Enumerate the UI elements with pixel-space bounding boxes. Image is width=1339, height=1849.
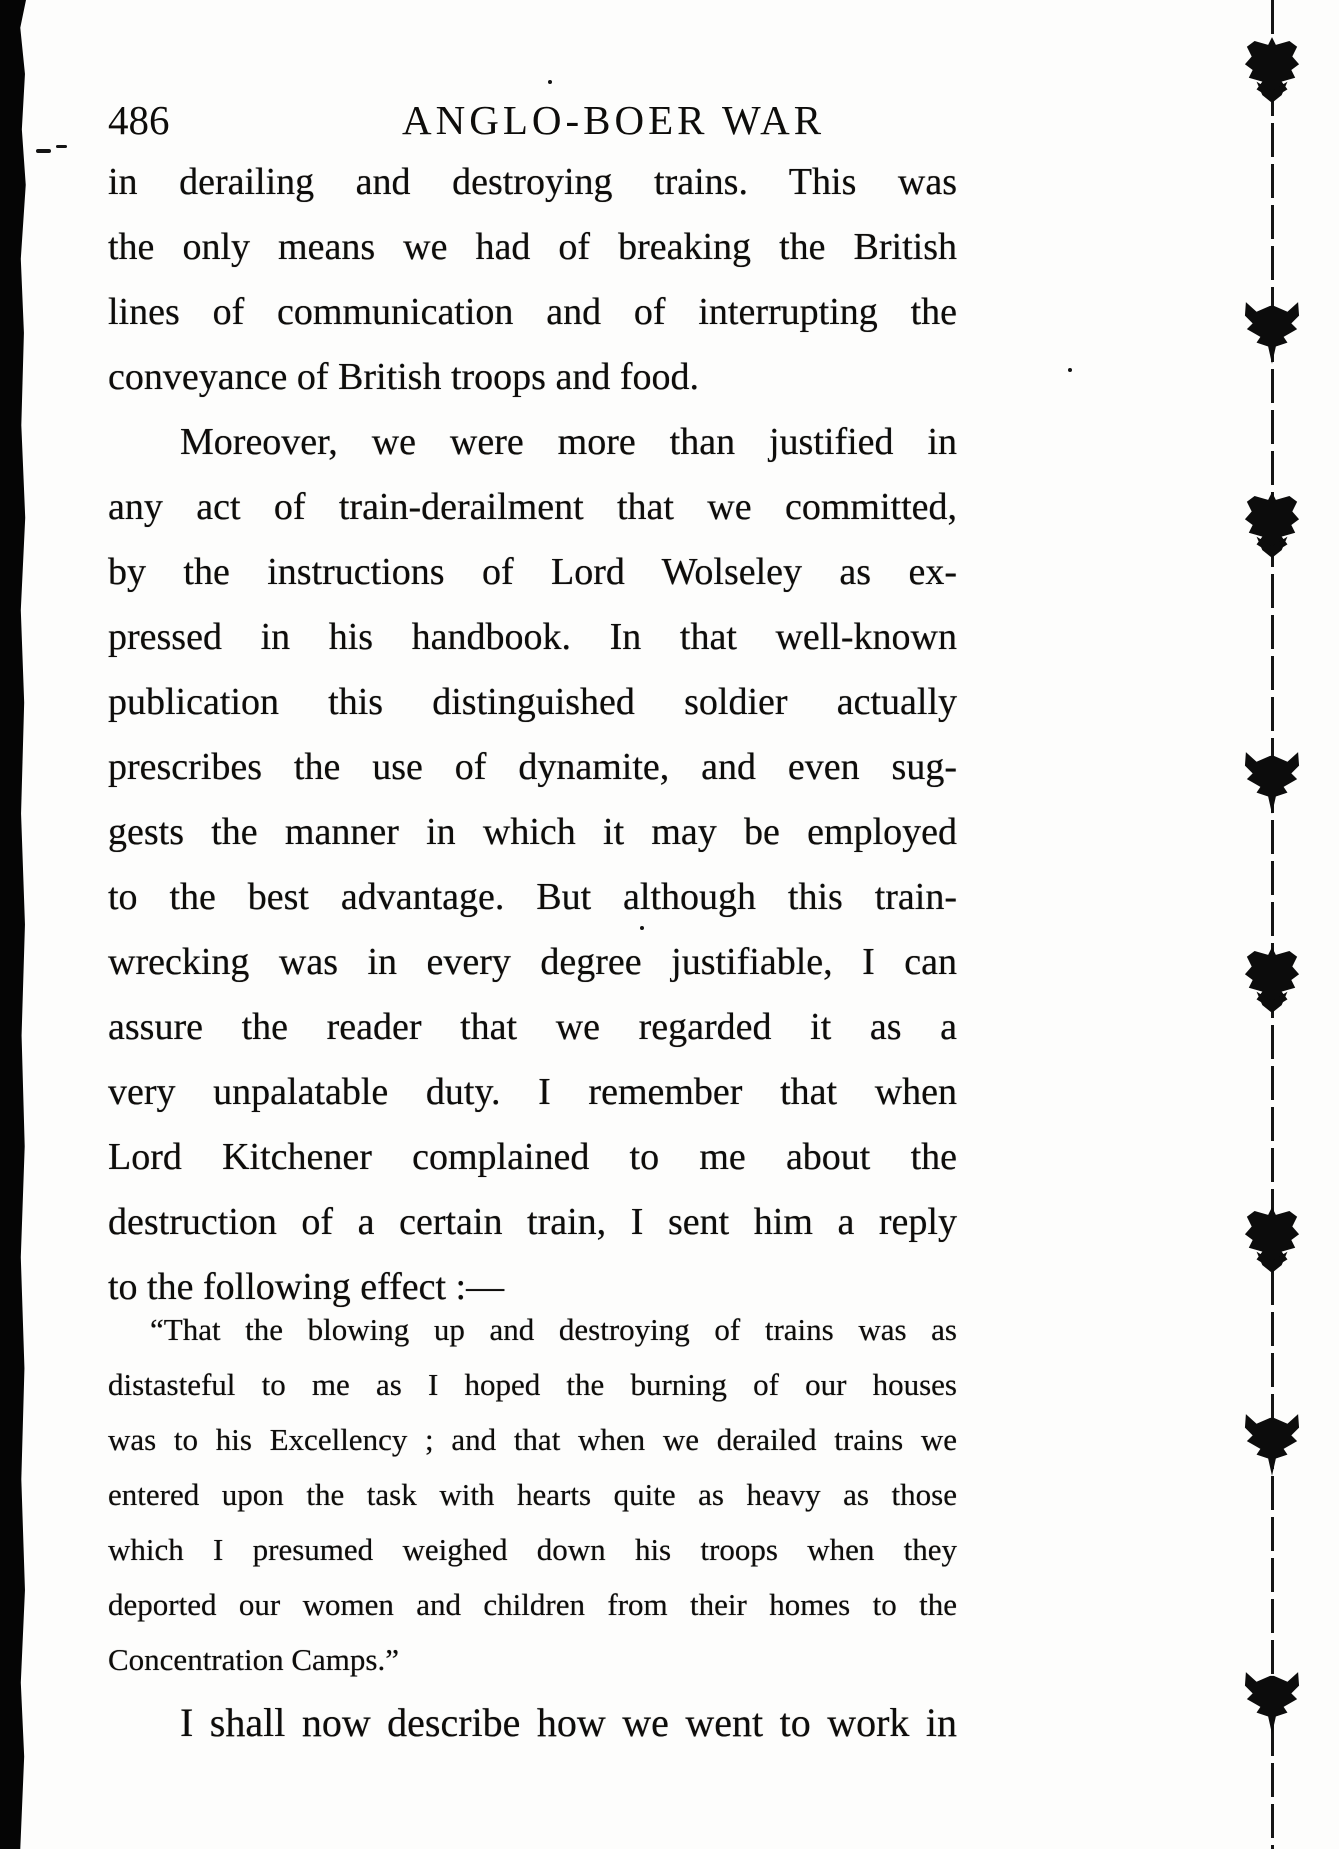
text-line: assure the reader that we regarded it as a: [108, 1006, 957, 1048]
text-line: which I presumed weighed down his troops when they: [108, 1532, 957, 1567]
ink-speck-icon: [548, 80, 552, 84]
text-line: gests the manner in which it may be employed: [108, 811, 957, 853]
spine-ornament-icon: [1243, 298, 1301, 368]
spine-ornament-icon: [1243, 1410, 1301, 1480]
text-line: to the following effect :—: [108, 1266, 505, 1308]
text-line: Moreover, we were more than justified in: [180, 421, 957, 463]
text-line: by the instructions of Lord Wolseley as ex-: [108, 551, 957, 593]
spine-ornament-icon: [1243, 35, 1301, 105]
spine-ornament-icon: [1243, 490, 1301, 560]
text-line: any act of train-derailment that we committed,: [108, 486, 957, 528]
text-line: lines of communication and of interrupting the: [108, 291, 957, 333]
text-line: pressed in his handbook. In that well-known: [108, 616, 957, 658]
text-line: publication this distinguished soldier actually: [108, 681, 957, 723]
text-line: conveyance of British troops and food.: [108, 356, 699, 398]
scan-gutter-bar: [0, 0, 26, 1849]
text-line: deported our women and children from their homes to the: [108, 1587, 957, 1622]
ink-speck-icon: [36, 149, 51, 153]
text-line: Lord Kitchener complained to me about the: [108, 1136, 957, 1178]
text-line: prescribes the use of dynamite, and even sug-: [108, 746, 957, 788]
spine-ornament-icon: [1243, 748, 1301, 818]
spine-ornament-icon: [1243, 1668, 1301, 1738]
text-line: very unpalatable duty. I remember that when: [108, 1071, 957, 1113]
text-line: to the best advantage. But although this train-: [108, 876, 957, 918]
closing-paragraph: [108, 1690, 957, 1755]
text-line: in derailing and destroying trains. This was: [108, 161, 957, 203]
text-line: distasteful to me as I hoped the burning of our houses: [108, 1367, 957, 1402]
text-line: Concentration Camps.”: [108, 1642, 399, 1677]
text-line: was to his Excellency ; and that when we derailed trains we: [108, 1422, 957, 1457]
page-edge-thread-line: [1271, 0, 1274, 1849]
page-header: [108, 96, 957, 146]
text-line: entered upon the task with hearts quite as heavy as those: [108, 1477, 957, 1512]
ink-speck-icon: [1068, 368, 1072, 372]
body-text: [108, 150, 957, 1320]
text-line: I shall now describe how we went to work in: [180, 1700, 957, 1745]
text-line: the only means we had of breaking the British: [108, 226, 957, 268]
ink-speck-icon: [56, 145, 67, 148]
running-title: ANGLO-BOER WAR: [402, 97, 826, 143]
block-quote: [108, 1302, 957, 1687]
page-number: 486: [108, 97, 170, 143]
text-line: destruction of a certain train, I sent him a reply: [108, 1201, 957, 1243]
text-line: wrecking was in every degree justifiable, I can: [108, 941, 957, 983]
spine-ornament-icon: [1243, 1205, 1301, 1275]
spine-ornament-icon: [1243, 945, 1301, 1015]
text-line: “That the blowing up and destroying of trains was as: [150, 1312, 957, 1347]
